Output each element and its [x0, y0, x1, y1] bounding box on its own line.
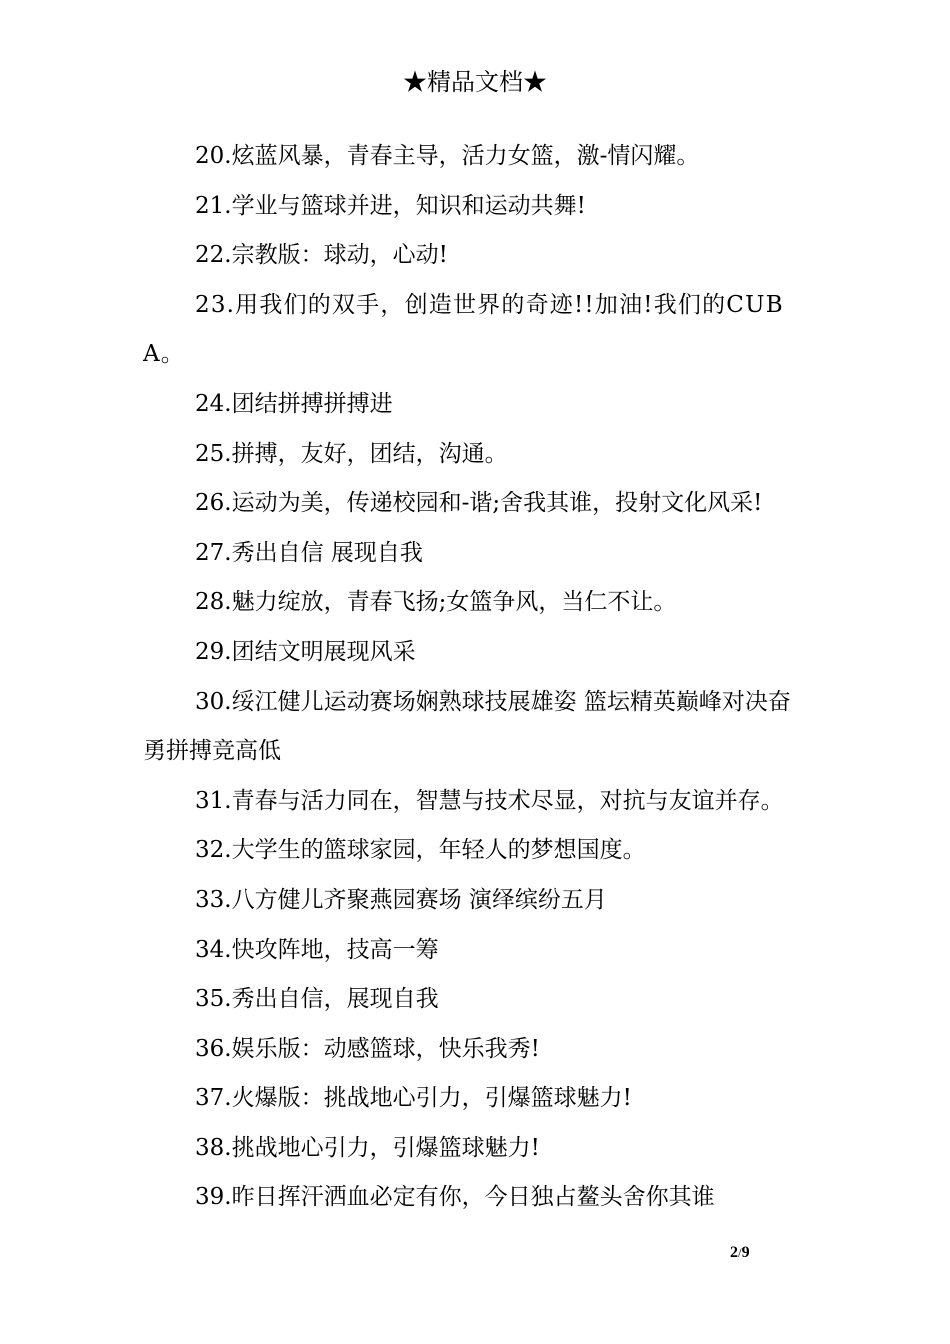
slogan-line-30: 30.绥江健儿运动赛场娴熟球技展雄姿 篮坛精英巅峰对决奋勇拼搏竞高低	[143, 688, 791, 765]
slogan-line-31: 31.青春与活力同在，智慧与技术尽显，对抗与友谊并存。	[195, 787, 784, 814]
slogan-line-37: 37.火爆版：挑战地心引力，引爆篮球魅力!	[195, 1085, 632, 1112]
slogan-line-20: 20.炫蓝风暴，青春主导，活力女篮，激-情闪耀。	[195, 143, 700, 169]
header-title: ★精品文档★	[403, 68, 547, 96]
slogan-line-34: 34.快攻阵地，技高一筹	[195, 936, 439, 963]
page-number	[730, 1242, 810, 1264]
slogan-line-33: 33.八方健儿齐聚燕园赛场 演绎缤纷五月	[195, 886, 607, 913]
slogan-line-35: 35.秀出自信，展现自我	[195, 986, 439, 1013]
slogan-line-23: 23.用我们的双手，创造世界的奇迹!!加油!我们的CUBA。	[143, 291, 784, 368]
slogan-line-28: 28.魅力绽放，青春飞扬;女篮争风，当仁不让。	[195, 589, 677, 616]
slogan-line-26: 26.运动为美，传递校园和-谐;舍我其谁，投射文化风采!	[195, 490, 763, 517]
slogan-line-38: 38.挑战地心引力，引爆篮球魅力!	[195, 1134, 540, 1161]
slogan-line-24: 24.团结拼搏拼搏进	[195, 390, 393, 417]
slogan-line-25: 25.拼搏，友好，团结，沟通。	[195, 440, 508, 467]
slogan-line-32: 32.大学生的篮球家园，年轻人的梦想国度。	[195, 837, 646, 864]
slogan-line-29: 29.团结文明展现风采	[195, 638, 416, 665]
slogan-line-21: 21.学业与篮球并进，知识和运动共舞!	[195, 192, 586, 219]
current-page: 2	[730, 1244, 738, 1261]
slogan-line-39: 39.昨日挥汗洒血必定有你，今日独占鳌头舍你其谁	[195, 1184, 715, 1211]
page-separator: /	[738, 1245, 742, 1260]
slogan-line-36: 36.娱乐版：动感篮球，快乐我秀!	[195, 1035, 540, 1062]
total-pages: 9	[741, 1244, 750, 1261]
slogan-line-22: 22.宗教版：球动，心动!	[195, 242, 448, 269]
page-header	[0, 66, 950, 98]
slogan-line-27: 27.秀出自信 展现自我	[195, 539, 423, 566]
document-body	[143, 132, 809, 1223]
